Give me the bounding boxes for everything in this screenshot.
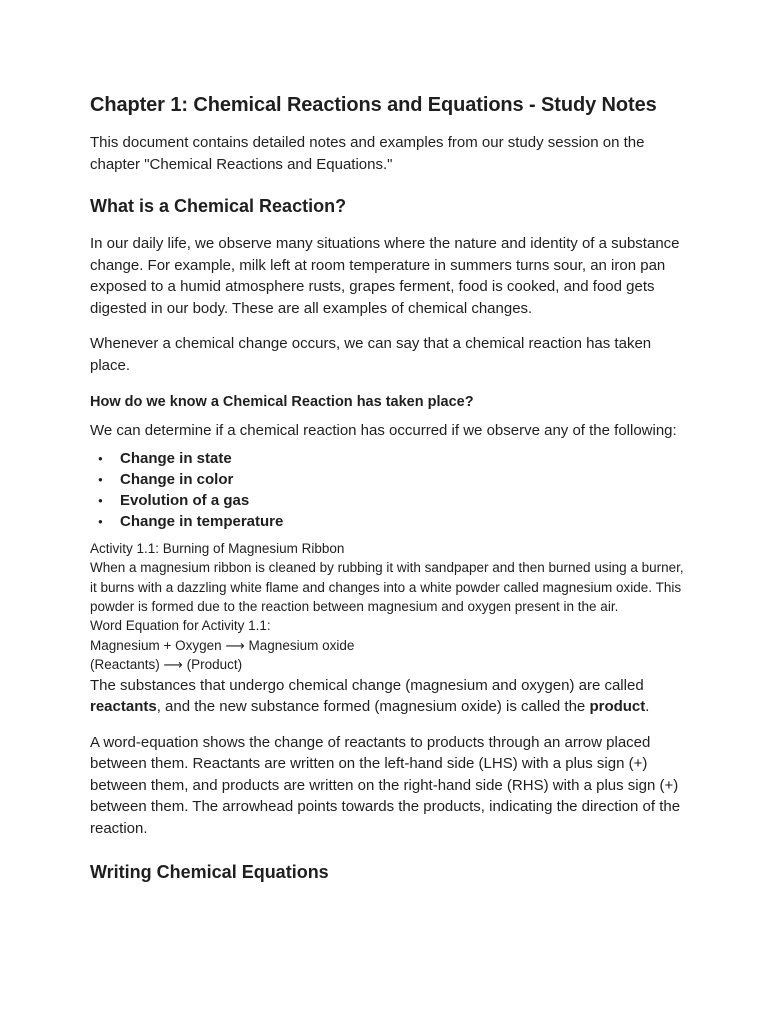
observation-list bbox=[90, 448, 690, 533]
document-page bbox=[90, 90, 690, 899]
reactants-product-paragraph bbox=[90, 675, 690, 718]
reactants-text-3: . bbox=[645, 698, 650, 716]
activity-description: When a magnesium ribbon is cleaned by rubbing it with sandpaper and then burned using a burner, it burns with a dazzling white flame and changes into a white powder called magnesium oxide. This powder is formed due to the reaction between magnesium and oxygen present in the air. bbox=[90, 560, 684, 614]
list-item: ● Change in temperature bbox=[120, 511, 690, 532]
list-item: ● Change in state bbox=[120, 448, 690, 469]
equation-label: Word Equation for Activity 1.1: bbox=[90, 618, 271, 634]
observation-lead-paragraph: We can determine if a chemical reaction has occurred if we observe any of the following: bbox=[90, 422, 677, 439]
reactants-text-2: , and the new substance formed (magnesium oxide) is called the bbox=[156, 698, 590, 716]
list-item: ● Change in color bbox=[120, 469, 690, 490]
section-heading-writing-equations: Writing Chemical Equations bbox=[90, 862, 329, 883]
intro-paragraph: This document contains detailed notes and examples from our study session on the chapter "Chemical Reactions and Equations." bbox=[90, 134, 645, 173]
subsection-heading-how-do-we-know: How do we know a Chemical Reaction has taken place? bbox=[90, 394, 474, 410]
document-title: Chapter 1: Chemical Reactions and Equations - Study Notes bbox=[90, 94, 657, 116]
list-item: ● Evolution of a gas bbox=[120, 490, 690, 511]
section-heading-chemical-reaction: What is a Chemical Reaction? bbox=[90, 196, 347, 216]
reactants-term: reactants bbox=[90, 698, 157, 716]
equation-roles: (Reactants) ⟶ (Product) bbox=[90, 657, 243, 673]
chemical-change-paragraph: Whenever a chemical change occurs, we can say that a chemical reaction has taken place. bbox=[90, 335, 652, 374]
word-equation: Magnesium + Oxygen ⟶ Magnesium oxide bbox=[90, 637, 355, 653]
reactants-text-1: The substances that undergo chemical change (magnesium and oxygen) are called bbox=[90, 676, 644, 694]
daily-life-paragraph: In our daily life, we observe many situations where the nature and identity of a substance change. For example, milk left at room temperature in summers turns sour, an iron pan exposed to a humid atmosphere rusts, grapes ferment, food is cooked, and food gets digested in our body. These are all examples of chemical changes. bbox=[90, 235, 680, 317]
activity-title: Activity 1.1: Burning of Magnesium Ribbon bbox=[90, 540, 345, 556]
word-equation-paragraph: A word-equation shows the change of reactants to products through an arrow placed between them. Reactants are written on the left-hand side (LHS) with a plus sign (+) between them, and products are written on the right-hand side (RHS) with a plus sign (+) between them. The arrowhead points towards the products, indicating the direction of the reaction. bbox=[90, 733, 681, 837]
activity-block bbox=[90, 539, 690, 675]
product-term: product bbox=[589, 698, 646, 716]
